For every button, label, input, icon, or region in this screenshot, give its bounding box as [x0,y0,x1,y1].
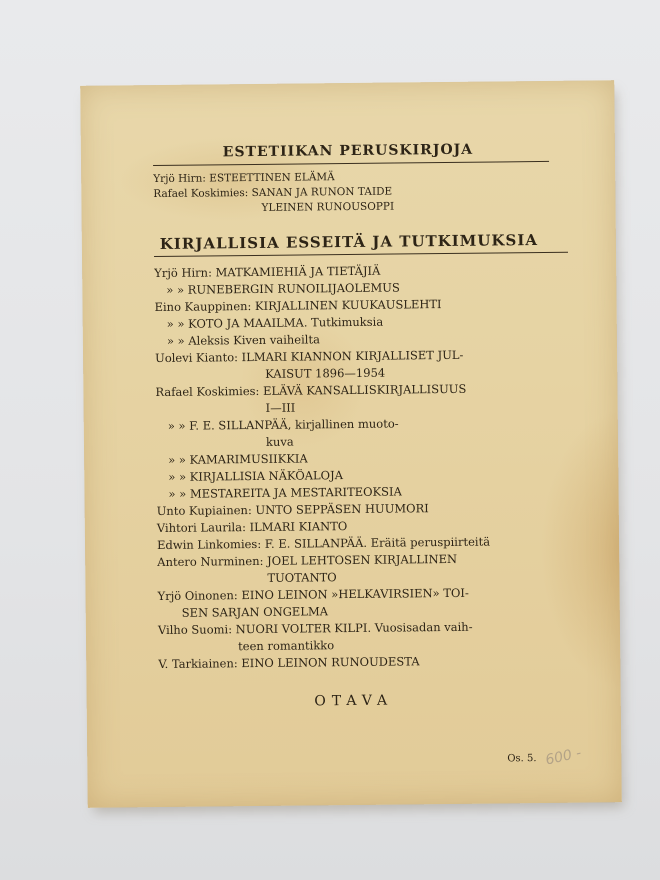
entry-2-12: » » KAMARIMUSIIKKIA [168,451,308,467]
rule-2 [154,252,568,257]
entry-2-10: » » F. E. SILLANPÄÄ, kirjallinen muoto- [167,416,399,433]
entry-2-14: » » MESTAREITA JA MESTARITEOKSIA [168,484,402,501]
entry-2-24: V. Tarkiainen: EINO LEINON RUNOUDESTA [158,654,420,672]
entry-2-1: Yrjö Hirn: MATKAMIEHIÄ JA TIETÄJIÄ [154,263,381,281]
section-heading-2: KIRJALLISIA ESSEITÄ JA TUTKIMUKSIA [159,231,539,253]
entry-2-15: Unto Kupiainen: UNTO SEPPÄSEN HUUMORI [156,501,429,519]
entry-2-7: KAISUT 1896—1954 [265,365,386,381]
entry-2-19: TUOTANTO [267,570,337,585]
entry-2-13: » » KIRJALLISIA NÄKÖALOJA [168,468,344,484]
entry-2-18: Antero Nurminen: JOEL LEHTOSEN KIRJALLINEN [157,551,458,570]
edition-code: Os. 5. [507,753,537,765]
entry-2-2: » » RUNEBERGIN RUNOILIJAOLEMUS [166,280,400,297]
publisher-name: OTAVA [314,692,394,710]
entry-2-3: Eino Kauppinen: KIRJALLINEN KUUKAUSLEHTI [154,297,442,315]
entry-2-23: teen romantikko [238,638,335,654]
pencil-note: 600 - [543,745,583,769]
entry-2-4: » » KOTO JA MAAILMA. Tutkimuksia [166,314,384,331]
entry-2-22: Vilho Suomi: NUORI VOLTER KILPI. Vuosisadan vaih- [157,619,473,638]
entry-2-16: Vihtori Laurila: ILMARI KIANTO [156,519,348,536]
entry-2-11: kuva [265,434,294,449]
entry-2-6: Uolevi Kianto: ILMARI KIANNON KIRJALLISET JUL- [155,347,464,366]
entry-2-9: I—III [265,400,296,415]
rule-1 [153,161,549,166]
section-heading-1: ESTETIIKAN PERUSKIRJOJA [222,141,474,161]
entry-2-5: » » Aleksis Kiven vaiheilta [166,332,320,348]
entry-1-1: Yrjö Hirn: ESTEETTINEN ELÄMÄ [153,171,335,186]
entry-2-17: Edwin Linkomies: F. E. SILLANPÄÄ. Eräitä peruspiirteitä [156,534,491,553]
entry-2-8: Rafael Koskimies: ELÄVÄ KANSALLISKIRJALLISUUS [155,381,467,400]
entry-1-3: YLEINEN RUNOUSOPPI [261,200,395,214]
entry-2-21: SEN SARJAN ONGELMA [181,604,329,620]
entry-1-2: Rafael Koskimies: SANAN JA RUNON TAIDE [153,185,393,201]
entry-2-20: Yrjö Oinonen: EINO LEINON »HELKAVIRSIEN» TOI- [157,585,469,604]
book-back-cover [80,80,622,808]
